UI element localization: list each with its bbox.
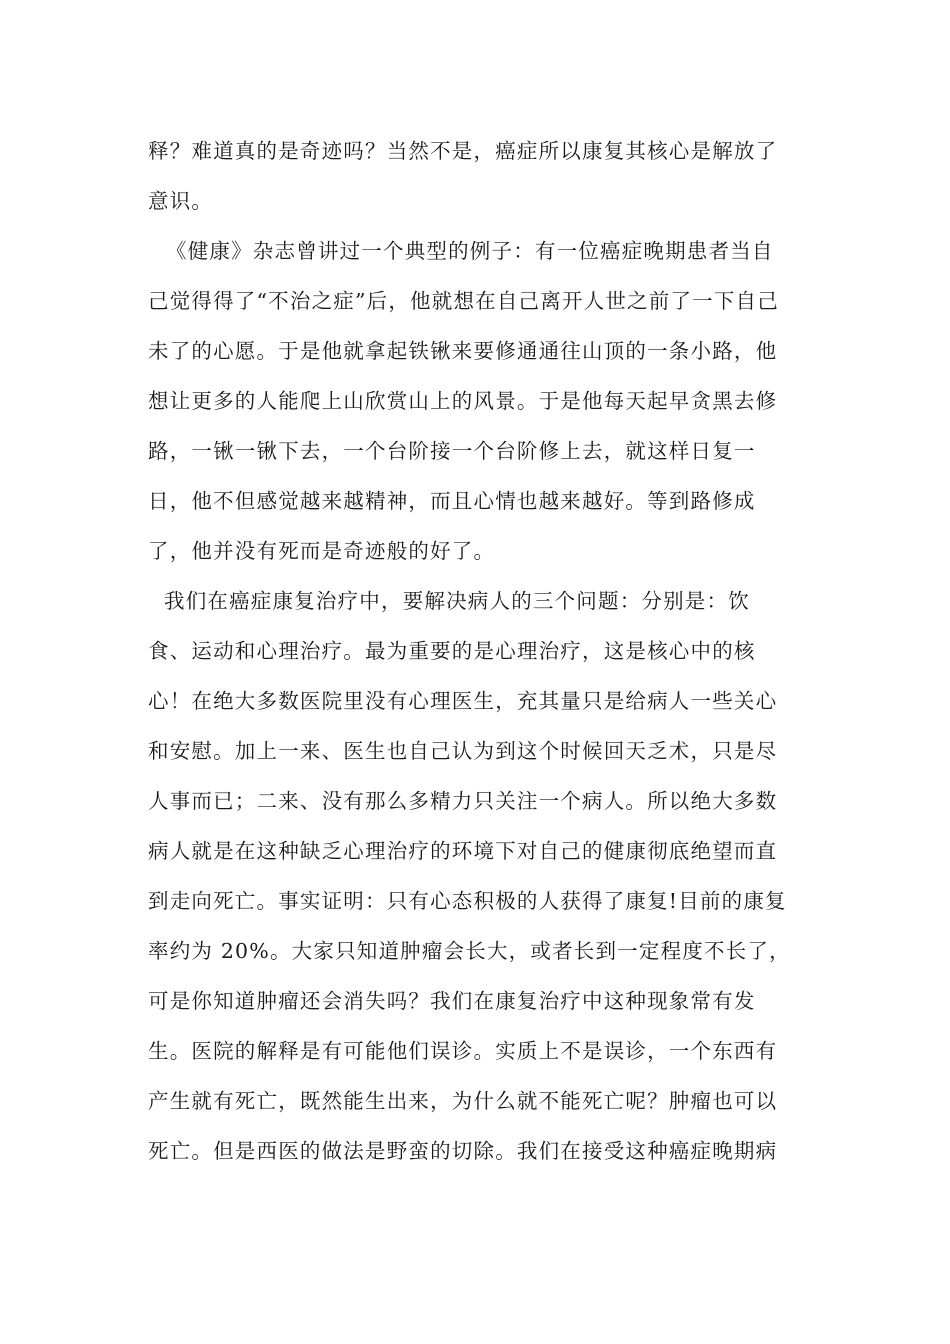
text-line: 路，一锹一锹下去，一个台阶接一个台阶修上去，就这样日复一 xyxy=(148,439,756,463)
text-line: 可是你知道肿瘤还会消失吗？我们在康复治疗中这种现象常有发 xyxy=(148,989,756,1013)
text-line: 到走向死亡。事实证明：只有心态积极的人获得了康复!目前的康复 xyxy=(148,889,787,913)
text-line: 产生就有死亡，既然能生出来，为什么就不能死亡呢？肿瘤也可以 xyxy=(148,1089,778,1113)
text-line: 生。医院的解释是有可能他们误诊。实质上不是误诊，一个东西有 xyxy=(148,1039,778,1063)
text-line: 释？难道真的是奇迹吗？当然不是，癌症所以康复其核心是解放了 xyxy=(148,139,778,163)
text-line: 食、运动和心理治疗。最为重要的是心理治疗，这是核心中的核 xyxy=(148,639,756,663)
text-line: 想让更多的人能爬上山欣赏山上的风景。于是他每天起早贪黑去修 xyxy=(148,389,778,413)
text-line: 了，他并没有死而是奇迹般的好了。 xyxy=(148,539,496,563)
text-line: 率约为 20%。大家只知道肿瘤会长大，或者长到一定程度不长了， xyxy=(148,939,791,963)
text-line: 死亡。但是西医的做法是野蛮的切除。我们在接受这种癌症晚期病 xyxy=(148,1139,778,1163)
text-line: 人事而已；二来、没有那么多精力只关注一个病人。所以绝大多数 xyxy=(148,789,778,813)
text-line: 和安慰。加上一来、医生也自己认为到这个时候回天乏术，只是尽 xyxy=(148,739,778,763)
text-line: 日，他不但感觉越来越精神，而且心情也越来越好。等到路修成 xyxy=(148,489,756,513)
text-line: 病人就是在这种缺乏心理治疗的环境下对自己的健康彻底绝望而直 xyxy=(148,839,778,863)
body-text xyxy=(148,126,808,1176)
paragraph-start-line: 《健康》杂志曾讲过一个典型的例子：有一位癌症晚期患者当自 xyxy=(166,239,774,263)
text-line: 意识。 xyxy=(148,189,214,213)
text-line: 未了的心愿。于是他就拿起铁锹来要修通通往山顶的一条小路，他 xyxy=(148,339,778,363)
paragraph-start-line: 我们在癌症康复治疗中，要解决病人的三个问题：分别是：饮 xyxy=(164,589,750,613)
text-line: 己觉得得了“不治之症”后，他就想在自己离开人世之前了一下自己 xyxy=(148,289,779,313)
text-line: 心！在绝大多数医院里没有心理医生，充其量只是给病人一些关心 xyxy=(148,689,778,713)
